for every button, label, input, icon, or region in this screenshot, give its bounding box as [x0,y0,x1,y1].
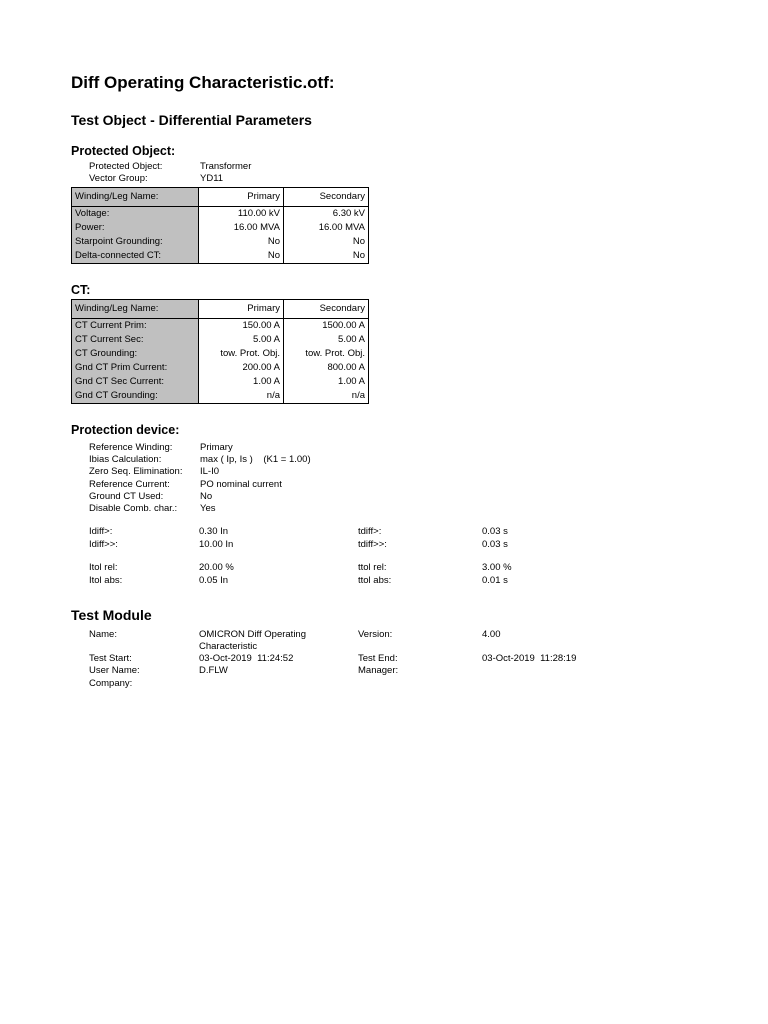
secondary-value: No [284,235,369,249]
column-header: Secondary [284,188,369,207]
field-row [89,161,251,173]
test-end-label: Test End: [358,653,398,664]
protection-device-fields [89,442,311,515]
primary-value: No [199,249,284,264]
field-row [89,479,311,491]
field-label: Ibias Calculation: [89,454,162,466]
field-row [89,466,311,478]
tolerance-value: 0.01 s [482,575,508,586]
name-value-line1: OMICRON Diff Operating [199,629,306,640]
primary-value: No [199,235,284,249]
tolerance-value: 3.00 % [482,562,512,573]
row-label: CT Current Prim: [72,319,199,334]
row-label: CT Grounding: [72,347,199,361]
version-value: 4.00 [482,629,501,640]
protected-object-fields [89,161,251,185]
field-value: PO nominal current [200,478,282,490]
primary-value: tow. Prot. Obj. [199,347,284,361]
table-row [72,389,369,404]
setting-value: 10.00 In [199,539,234,550]
table-row [72,207,369,222]
field-row [89,491,311,503]
column-header: Primary [199,188,284,207]
protection-device-heading: Protection device: [71,423,180,437]
row-label: Delta-connected CT: [72,249,199,264]
secondary-value: 5.00 A [284,333,369,347]
setting-label: tdiff>: [358,526,382,537]
primary-value: 200.00 A [199,361,284,375]
column-header: Winding/Leg Name: [72,300,199,319]
table-row [72,221,369,235]
version-label: Version: [358,629,393,640]
field-row [89,503,311,515]
field-value: YD11 [200,173,224,185]
field-value: max ( Ip, Is ) (K1 = 1.00) [200,454,311,466]
tolerance-label: ttol abs: [358,575,392,586]
field-value: Yes [200,502,216,514]
test-start-label: Test Start: [89,653,132,664]
test-end-value: 03-Oct-2019 11:28:19 [482,653,577,664]
setting-label: tdiff>>: [358,539,387,550]
table-row [72,333,369,347]
protected-object-heading: Protected Object: [71,144,176,158]
secondary-value: 1.00 A [284,375,369,389]
row-label: Power: [72,221,199,235]
section-title: Test Object - Differential Parameters [71,112,312,128]
field-label: Vector Group: [89,173,148,185]
field-label: Disable Comb. char.: [89,502,178,514]
row-label: Gnd CT Sec Current: [72,375,199,389]
field-label: Ground CT Used: [89,490,164,502]
setting-value: 0.03 s [482,526,508,537]
tolerance-value: 20.00 % [199,562,234,573]
field-label: Reference Winding: [89,442,173,453]
field-label: Reference Current: [89,478,170,490]
user-name-value: D.FLW [199,665,228,676]
row-label: Starpoint Grounding: [72,235,199,249]
table-row [72,347,369,361]
field-label: Zero Seq. Elimination: [89,466,183,478]
table-row [72,235,369,249]
name-label: Name: [89,629,117,640]
column-header: Winding/Leg Name: [72,188,199,207]
primary-value: 110.00 kV [199,207,284,222]
field-value: IL-I0 [200,466,220,478]
name-value-line2: Characteristic [199,641,258,652]
tolerance-label: ttol rel: [358,562,387,573]
field-label: Protected Object: [89,161,163,172]
winding-parameters-table [71,187,369,264]
table-header-row [72,188,369,207]
secondary-value: tow. Prot. Obj. [284,347,369,361]
secondary-value: 800.00 A [284,361,369,375]
table-header-row [72,300,369,319]
column-header: Secondary [284,300,369,319]
manager-label: Manager: [358,665,399,676]
secondary-value: No [284,249,369,264]
row-label: CT Current Sec: [72,333,199,347]
tolerance-label: Itol abs: [89,575,123,586]
field-value: Primary [200,442,233,453]
primary-value: n/a [199,389,284,404]
table-row [72,249,369,264]
setting-value: 0.03 s [482,539,508,550]
field-row [89,173,251,185]
field-value: No [200,490,213,502]
field-value: Transformer [200,161,252,172]
secondary-value: n/a [284,389,369,404]
tolerance-value: 0.05 In [199,575,229,586]
row-label: Gnd CT Prim Current: [72,361,199,375]
column-header: Primary [199,300,284,319]
setting-label: Idiff>: [89,526,113,537]
field-row [89,454,311,466]
row-label: Gnd CT Grounding: [72,389,199,404]
primary-value: 150.00 A [199,319,284,334]
table-row [72,319,369,334]
field-row [89,442,311,454]
secondary-value: 6.30 kV [284,207,369,222]
secondary-value: 1500.00 A [284,319,369,334]
user-name-label: User Name: [89,665,140,676]
company-label: Company: [89,678,133,689]
setting-label: Idiff>>: [89,539,118,550]
ct-parameters-table [71,299,369,404]
test-start-value: 03-Oct-2019 11:24:52 [199,653,294,664]
primary-value: 5.00 A [199,333,284,347]
document-title: Diff Operating Characteristic.otf: [71,73,335,92]
table-row [72,375,369,389]
setting-value: 0.30 In [199,526,229,537]
tolerance-label: Itol rel: [89,562,118,573]
secondary-value: 16.00 MVA [284,221,369,235]
ct-heading: CT: [71,283,91,297]
primary-value: 1.00 A [199,375,284,389]
row-label: Voltage: [72,207,199,222]
test-module-heading: Test Module [71,607,152,623]
primary-value: 16.00 MVA [199,221,284,235]
table-row [72,361,369,375]
